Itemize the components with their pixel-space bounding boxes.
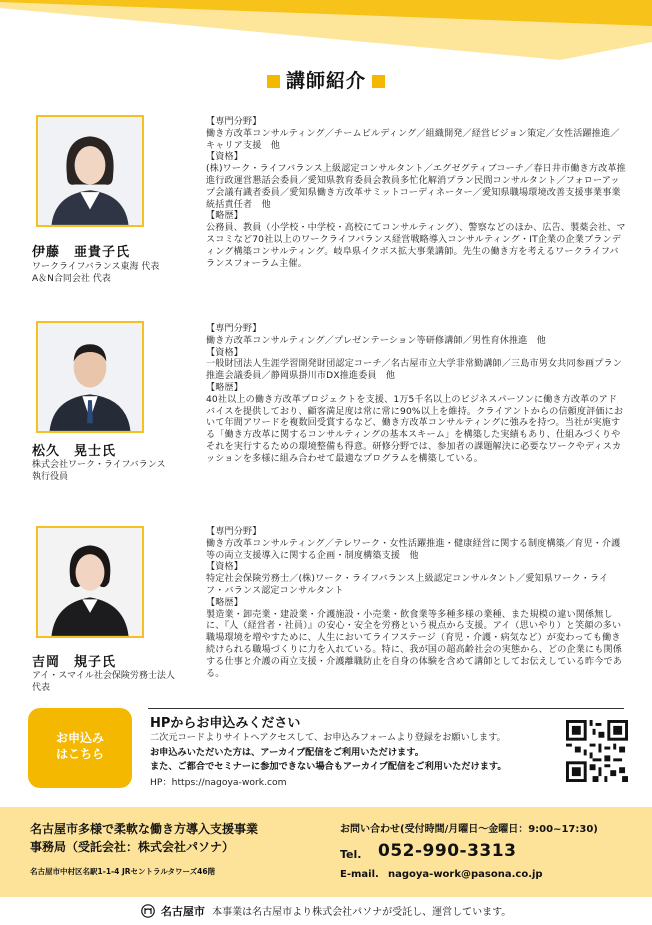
operation-note: 本事業は名古屋市より株式会社パソナが受託し、運営しています。 (212, 907, 512, 918)
nagoya-city-logo-icon (141, 904, 155, 918)
speaker-profile (206, 324, 626, 466)
speaker-photo (36, 321, 144, 433)
email-label: E-mail. (340, 869, 379, 880)
project-name: 名古屋市多様で柔軟な働き方導入支援事業 (30, 822, 259, 836)
apply-title: HPからお申込みください (150, 716, 301, 731)
apply-archive-note-2: また、ご都合でセミナーに参加できない場合もアーカイブ配信をご利用いただけます。 (150, 761, 507, 772)
speaker-name: 松久 晃士氏 (32, 444, 117, 459)
speaker-photo (36, 526, 144, 638)
profile-body: 特定社会保険労務士／(株)ワーク・ライフバランス上級認定コンサルタント／愛知県ワーク・ライフ・バランス認定コンサルタント (206, 574, 609, 596)
profile-body: 公務員、教員（小学校・中学校・高校にてコンサルティング）、警察などのほか、広告、製薬会社、マスコミなど70社以上のワークライフバランス経営戦略導入コンサルティング・IT企業の企業ブランディング構築コンサルティング。岐阜県イクボス拡大事業講師。先生の働き方を考えるワークライフバランスフォーラム主催。 (206, 223, 626, 269)
profile-body: 働き方改革コンサルティング／チームビルディング／組織開発／経営ビジョン策定／女性活躍推進／キャリア支援 他 (206, 128, 620, 151)
person-icon (38, 528, 142, 636)
person-icon (38, 117, 142, 225)
tel-number[interactable]: 052-990-3313 (378, 841, 517, 861)
tel-label: Tel. (340, 848, 362, 861)
speaker-name: 伊藤 亜貴子氏 (32, 245, 131, 260)
profile-body: 40社以上の働き方改革プロジェクトを支援、1万5千名以上のビジネスパーソンに働き方改革のアドバイスを提供しており、顧客満足度は常に常に90%以上を維持。クライアントからの信頼度評価において年間アワードを複数回受賞するなど、働き方改革コンサルティングに強みを持つ。当社が実施する「働き方改革に関するコンサルティングの基本スキーム」を構築した実績もあり、仕組みづくりやそれを実行するための環境整備も得意。研修分野では、参加者の課題解決に必要なワークやディスカッションを多様に組み合わせて最適なプログラムを構築している。 (206, 394, 624, 464)
profile-heading: 【資格】 (206, 562, 243, 573)
qr-code-icon[interactable] (566, 720, 628, 782)
email-address[interactable]: nagoya-work@pasona.co.jp (388, 869, 543, 880)
profile-body: 働き方改革コンサルティング／プレゼンテーション等研修講師／男性育休推進 他 (206, 335, 546, 346)
title-square-icon (267, 75, 280, 88)
speaker-name: 吉岡 規子氏 (32, 655, 117, 670)
apply-instruction: 二次元コードよりサイトへアクセスして、お申込みフォームより登録をお願いします。 (150, 732, 506, 743)
inquiry-hours: お問い合わせ(受付時間/月曜日～金曜日：9:00~17:30) (340, 824, 598, 835)
profile-heading: 【専門分野】 (206, 527, 262, 537)
title-square-icon (372, 75, 385, 88)
bottom-note (0, 903, 652, 919)
page-title: 講師紹介 (0, 66, 652, 93)
divider (148, 708, 624, 709)
apply-hp-link[interactable]: HP：https://nagoya-work.com (150, 777, 287, 788)
profile-body: 一般財団法人生涯学習開発財団認定コーチ／名古屋市立大学非常勤講師／三島市男女共同参画プラン推進会議委員／静岡県掛川市DX推進委員 他 (206, 359, 622, 382)
apply-badge[interactable]: お申込み はこちら (28, 708, 132, 788)
office-address: 名古屋市中村区名駅1-1-4 JRセントラルタワーズ46階 (30, 867, 216, 876)
speaker-photo (36, 115, 144, 227)
profile-heading: 【略歴】 (206, 211, 243, 222)
profile-heading: 【資格】 (206, 152, 243, 163)
office-name: 事務局（受託会社：株式会社パソナ） (30, 840, 235, 854)
speaker-profile (206, 527, 626, 680)
profile-heading: 【専門分野】 (206, 324, 262, 334)
profile-heading: 【略歴】 (206, 597, 243, 608)
person-icon (38, 323, 142, 431)
profile-body: 製造業・卸売業・建設業・介護施設・小売業・飲食業等多種多様の業種、また規模の違い関係無しに、『人（経営者・社員）』の安心・安全を労務という視点から支援。アイ（思いやり）と笑顔の多い職場環境を増やすために、人生においてライフステージ（育児・介護・病気など）が変わっても働き続けられる職場づくりに力を入れている。特に、我が国の超高齢社会の実態から、どの企業にも関係する仕事と介護の両立支援・介護離職防止を自身の体験を含めて講師としてお伝えしている昨今である。 (206, 609, 622, 679)
header-decoration (0, 0, 652, 60)
profile-body: (株)ワーク・ライフバランス上級認定コンサルタント／エグゼグティブコーチ／春日井市働き方改革推進行政運営懇話会委員／愛知県教育委員会教員多忙化解消プラン民間コンサルタント／フォローアップ会議有識者委員／愛知県働き方改革サミットコーディネーター／愛知県職場環境改善支援事業事業統括責任者 他 (206, 164, 626, 210)
profile-heading: 【専門分野】 (206, 117, 262, 127)
profile-heading: 【資格】 (206, 347, 243, 358)
profile-heading: 【略歴】 (206, 382, 243, 393)
speaker-org: アイ・スマイル社会保険労務士法人 代表 (32, 671, 175, 693)
profile-body: 働き方改革コンサルティング／テレワーク・女性活躍推進・健康経営に関する制度構築／育児・介護等の両立支援導入に関する企画・制度構築支援 他 (206, 538, 621, 561)
apply-archive-note: お申込みいただいた方は、アーカイブ配信をご利用いただけます。 (150, 747, 424, 758)
speaker-org: ワークライフバランス東海 代表 A＆N合同会社 代表 (32, 262, 160, 284)
speaker-profile (206, 117, 626, 270)
city-name: 名古屋市 (160, 905, 205, 918)
speaker-org: 株式会社ワーク・ライフバランス 執行役員 (32, 460, 166, 482)
